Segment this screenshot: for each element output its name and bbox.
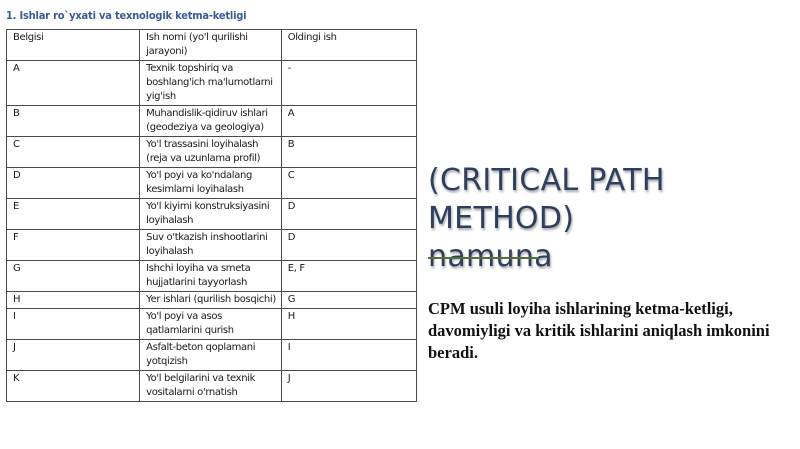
cell-name: Yer ishlari (qurilish bosqichi) <box>140 292 282 309</box>
table-row <box>7 261 417 292</box>
description-text: CPM usuli loyiha ishlarining ketma-ketligi, davomiyligi va kritik ishlarini aniqlash imkonini beradi. <box>428 299 770 362</box>
cell-name: Ishchi loyiha va smeta hujjatlarini tayyorlash <box>140 261 282 292</box>
cell-prev: E, F <box>281 261 416 292</box>
cell-code: G <box>7 261 140 292</box>
title-line-3: namuna <box>428 239 553 274</box>
title-line-2: METHOD) <box>428 201 575 236</box>
cell-code: F <box>7 230 140 261</box>
table-row <box>7 292 417 309</box>
cell-name: Yo'l kiyimi konstruksiyasini loyihalash <box>140 199 282 230</box>
cell-prev: G <box>281 292 416 309</box>
cell-name: Suv o'tkazish inshootlarini loyihalash <box>140 230 282 261</box>
table-row <box>7 340 417 371</box>
cell-name: Muhandislik-qidiruv ishlari (geodeziya va geologiya) <box>140 106 282 137</box>
cell-code: B <box>7 106 140 137</box>
cell-code: J <box>7 340 140 371</box>
header-prev: Oldingi ish <box>281 30 416 61</box>
header-code: Belgisi <box>7 30 140 61</box>
cell-code: I <box>7 309 140 340</box>
cell-code: E <box>7 199 140 230</box>
cell-code: K <box>7 371 140 402</box>
cell-code: H <box>7 292 140 309</box>
table-row <box>7 371 417 402</box>
task-table <box>6 29 417 402</box>
cell-prev: J <box>281 371 416 402</box>
cell-prev: A <box>281 106 416 137</box>
cell-name: Yo'l poyi va asos qatlamlarini qurish <box>140 309 282 340</box>
table-header-row <box>7 30 417 61</box>
table-row <box>7 61 417 106</box>
title-line-1: (CRITICAL PATH <box>428 163 665 198</box>
table-row <box>7 230 417 261</box>
cell-prev: H <box>281 309 416 340</box>
cell-name: Yo'l poyi va ko'ndalang kesimlarni loyihalash <box>140 168 282 199</box>
table-row <box>7 309 417 340</box>
cell-name: Yo'l trassasini loyihalash (reja va uzunlama profil) <box>140 137 282 168</box>
header-name: Ish nomi (yo'l qurilishi jarayoni) <box>140 30 282 61</box>
cell-prev: I <box>281 340 416 371</box>
cell-prev: D <box>281 230 416 261</box>
cell-code: D <box>7 168 140 199</box>
table-row <box>7 199 417 230</box>
cell-prev: B <box>281 137 416 168</box>
table-heading: 1. Ishlar ro`yxati va texnologik ketma-ketligi <box>6 9 247 22</box>
cell-prev: D <box>281 199 416 230</box>
cell-prev: - <box>281 61 416 106</box>
cell-code: C <box>7 137 140 168</box>
cell-name: Asfalt-beton qoplamani yotqizish <box>140 340 282 371</box>
table-row <box>7 106 417 137</box>
cell-prev: C <box>281 168 416 199</box>
table-row <box>7 137 417 168</box>
slide-title <box>428 162 788 276</box>
table-row <box>7 168 417 199</box>
cell-name: Texnik topshiriq va boshlang'ich ma'lumotlarni yig'ish <box>140 61 282 106</box>
cell-name: Yo'l belgilarini va texnik vositalarni o'rnatish <box>140 371 282 402</box>
cell-code: A <box>7 61 140 106</box>
